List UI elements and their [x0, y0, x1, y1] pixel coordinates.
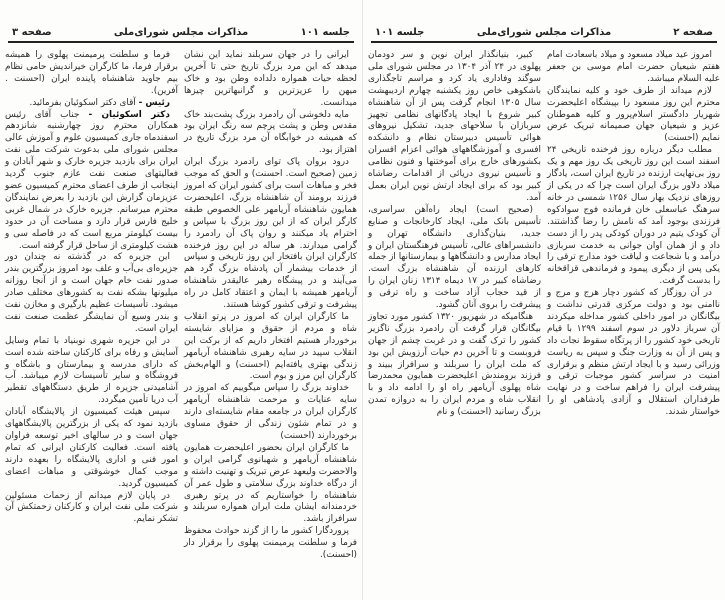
paragraph: پروردگارا کشور ما را از گزند حوادث محفوظ فرما و سلطنت پرمیمنت پهلوی را برقرار دار (احسنت). — [184, 526, 357, 561]
paragraph: خداوند بزرگ را سپاس میگوییم که امروز در سایه عنایات و مرحمت شاهنشاه آریامهر کارگران ایران در جامعه مقام شایسته‌ای دارند و در تمام شئون زندگی از حقوق مساوی برخوردارند (احسنت) — [184, 383, 357, 441]
paragraph — [5, 98, 178, 110]
speech-text: جناب آقای رئیس همکاران محترم روز چهارشنبه شانزدهم اسفندماه جاری کمیسیون علوم و آموزش عالی مجلس شورای ملی بدعوت شرکت ملی نفت ایران برای بازدید جزیره خارک و شهر آبادان و فعالیتهای صنعت نفت عازم جنوب گردید اینجانب از طرف اعضای محترم کمیسیون عضو عزیزمان گزارش این بازدید را بعرض نمایندگان محترم میرسانم. جزیره خارک در شمال غربی خلیج فارس قرار دارد و مساحت آن در حدود بیست کیلومتر مربع است که در فاصله سی و هشت کیلومتری از ساحل قرار گرفته است. — [5, 109, 178, 251]
speech-text: آقای دکتر اسکوئیان بفرمائید. — [29, 97, 136, 108]
speaker-name: دکتر اسکوئیان - — [88, 109, 170, 120]
paragraph: ما کارگران ایران بحضور اعلیحضرت همایون شاهنشاه آریامهر و شهبانوی گرامی ایران و والاحضرت ولیعهد عرض تبریک و تهنیت داشته و از درگاه خداوند بزرگ سلامتی و طول عمر آن شاهنشاه را خواستاریم که در پرتو رهبری خردمندانه ایشان ملت ایران همواره سربلند و سرافراز باشد. — [184, 442, 357, 525]
paragraph: ما کارگران ایران که امروز در پرتو انقلاب شاه و مردم از حقوق و مزایای شایسته برخوردار هستیم افتخار داریم که از برکت این انقلاب سپید در سایه رهبری شاهنشاه آریامهر زندگی بهتری یافته‌ایم (احسنت) و الهام‌بخش کارگران این مرز و بوم است. — [184, 311, 357, 382]
page-header — [371, 26, 717, 43]
page-number: صفحه ۲ — [673, 27, 713, 38]
speaker-name: رئیس - — [138, 97, 170, 108]
paragraph: در این جزیره شهری نوبنیاد با تمام وسایل آسایش و رفاه برای کارکنان ساخته شده است که دارای مدرسه و بیمارستان و باشگاه و فروشگاه و سایر تأسیسات لازم میباشد. آب آشامیدنی جزیره از طریق دستگاههای تقطیر آب دریا تأمین میگردد. — [5, 335, 178, 406]
paragraph: لازم میداند از طرف خود و کلیه نمایندگان محترم این روز مسعود را بپیشگاه اعلیحضرت شهریار دادگستر اسلام‌پرور و کلیه هموطنان عزیز و شیعیان جهان صمیمانه تبریک عرض نمایم (احسنت) — [547, 85, 720, 144]
text-column-right — [184, 50, 357, 562]
paragraph: مطلب دیگر درباره روز فرخنده تاریخی ۲۴ اسفند است این روز تاریخی یک روز مهم و یک روز بی‌نهایت ارزنده در تاریخ ایران است، یادگار میلاد دلاور بزرگ ایران است چرا که در یکی از روزهای نزدیک بهار سال ۱۲۵۶ شمسی در خانه سرهنگ عباسعلی خان فرمانده فوج سوادکوه فرزندی بوجود آمد که نامش را رضا گذاشتند. آن کودک یتیم در دوران کودکی پدر را از دست داد و از همان اوان جوانی به خدمت سربازی درآمد و با شجاعت و لیاقت خود مدارج ترقی را یکی پس از دیگری پیمود و فرماندهی قزاقخانه را بدست گرفت. — [547, 145, 720, 287]
paragraph: درود بروان پاک توای رادمرد بزرگ ایران زمین (صحیح است. احسنت) و الحق که موجب فخر و مباهات است برای کشور ایران که امروز فرزند برومند آن شاهنشاه بزرگ، اعلیحضرت همایون شاهنشاه آریامهر علی الخصوص طبقه کارگر ایران که از این روز بزرگ با سپاس و احترام یاد میکنند و روان پاک آن رادمرد را گرامی میدارند. هر ساله در این روز فرخنده کارگران ایران بافتخار این روز تاریخی و سپاس از خدمات بیشمار آن پادشاه بزرگ گرد هم می‌آیند و در پیشگاه رهبر عالیقدر شاهنشاه آریامهر همیشه با ایمان و اعتقاد کامل در راه پیشرفت و ترقی کشور کوشا هستند. — [184, 157, 357, 311]
paragraph: هنگامیکه در شهریور ۱۳۲۰ کشور مورد تجاوز بیگانگان قرار گرفت آن رادمرد بزرگ ناگزیر کشور را ترک گفت و در غربت چشم از جهان فروبست و تا آخرین دم حیات آرزویش این بود که ملت ایران را سربلند و سرافراز ببیند و فرزند برومندش اعلیحضرت همایون محمدرضا شاه پهلوی آریامهر راه او را ادامه داد و با انقلاب شاه و مردم ایران را به دروازه تمدن بزرگ رسانید (احسنت) و نام — [368, 311, 541, 418]
paragraph: کبیر، بنیانگذار ایران نوین و سر دودمان پهلوی در ۲۴ آذر ۱۳۰۴ در مجلس شورای ملی سوگند وفاداری یاد کرد و مراسم تاجگذاری باشکوهی خاص روز یکشنبه چهارم اردیبهشت سال ۱۳۰۵ انجام گرفت پس از آن شاهنشاه کبیر شروع با ایجاد پادگانهای نظامی تجهیز سربازان با سلاحهای جدید، تشکیل نیروهای هوائی تأسیس دبیرستان نظام و دانشکده افسری و آموزشگاههای هوائی اعزام افسران بکشورهای خارج برای آموختنها و فنون نظامی و تأسیس نیروی دریائی از اقدامات رضاشاه کبیر بود که برای ایجاد ارتش نوین ایران بعمل آمد. — [368, 50, 541, 203]
paragraph: مایه دلخوشی آن رادمرد بزرگ پشت‌بند خاک مقدس وطن و پشت پرچم سه رنگ ایران بود که همیشه در خوابگاه آن مرد بزرگ تاریخ در اهتزاز بود. — [184, 109, 357, 156]
page-header — [8, 26, 354, 43]
paragraph: در پایان لازم میدانم از زحمات مسئولین شرکت ملی نفت ایران و کارکنان زحمتکش آن تشکر نمایم. — [5, 490, 178, 525]
paragraph: سپس هیئت کمیسیون از پالایشگاه آبادان بازدید نمود که یکی از بزرگترین پالایشگاههای جهان است و در سالهای اخیر توسعه فراوان یافته است. فعالیت کارکنان ایرانی که تمام امور فنی و اداری پالایشگاه را بعهده دارند موجب کمال خوشوقتی و مباهات اعضای کمیسیون گردید. — [5, 407, 178, 489]
paragraph: فرما و سلطنت پرمیمنت پهلوی را همیشه برقرار فرما، ما کارگران خیراندیش حامی نظام بیم جاوید شاهنشاه پاینده ایران (احسنت . آفرین). — [5, 50, 178, 96]
paragraph: در آن روزگار که کشور دچار هرج و مرج و ناامنی بود و دولت مرکزی قدرتی نداشت و بیگانگان در امور داخلی کشور مداخله میکردند آن سرباز دلاور در سوم اسفند ۱۲۹۹ با قیام تاریخی خود کشور را از پرتگاه سقوط نجات داد و پس از آن به وزارت جنگ و سپس به ریاست وزرائی رسید و با ایجاد ارتش منظم و برقراری امنیت در سراسر کشور موجبات ترقی و پیشرفت ایران را فراهم ساخت و در نهایت طرفداران استقلال و آزادی پادشاهی او را خواستار شدند. — [547, 288, 721, 418]
paragraph — [5, 110, 178, 253]
paragraph: ایرانی را در جهان سربلند نماید این نشان میدهد که این مرد بزرگ تاریخ حتی تا آخرین لحظه حیات همواره دلداده وطن بود و خاک میهن را عزیزترین و گرانبهاترین چیزها میدانست. — [184, 50, 357, 108]
paragraph: (صحیح است) ایجاد راه‌آهن سراسری، تأسیس بانک ملی، ایجاد کارخانجات و صنایع جدید، بنیان‌گذاری دانشگاه تهران و دانشسراهای عالی، تأسیس فرهنگستان ایران و ایجاد مدارس و دانشگاهها و بیمارستانها از جمله کارهای ارزنده آن شاهنشاه بزرگ است. رضاشاه کبیر در ۱۷ دیماه ۱۳۱۴ زنان ایران را از قید حجاب آزاد ساخت و راه ترقی و پیشرفت را بروی آنان گشود. — [368, 204, 541, 311]
paragraph: این جزیره که در گذشته نه چندان دور جزیره‌ای بی‌آب و علف بود امروز بزرگترین بندر صدور نفت خام جهان است و از آنجا روزانه میلیونها بشکه نفت به کشورهای مختلف صادر میشود. تأسیسات عظیم بارگیری و مخازن نفت و بندر وسیع آن نمایشگر عظمت صنعت نفت ایران است. — [5, 252, 178, 334]
paragraph: امروز عید میلاد مسعود و میلاد باسعادت امام هفتم شیعیان حضرت امام موسی بن جعفر علیه السلام میباشد. — [547, 50, 720, 84]
session-number: جلسه ۱۰۱ — [375, 27, 425, 38]
page-2 — [363, 0, 725, 600]
text-column-left — [368, 50, 541, 419]
publication-title: مذاکرات مجلس شورای‌ملی — [113, 27, 249, 38]
session-number: جلسه ۱۰۱ — [300, 27, 350, 38]
page-number: صفحه ۳ — [12, 27, 52, 38]
publication-title: مذاکرات مجلس شورای‌ملی — [476, 27, 612, 38]
text-column-left — [5, 50, 178, 526]
page-3 — [0, 0, 362, 600]
text-column-right — [547, 50, 720, 419]
